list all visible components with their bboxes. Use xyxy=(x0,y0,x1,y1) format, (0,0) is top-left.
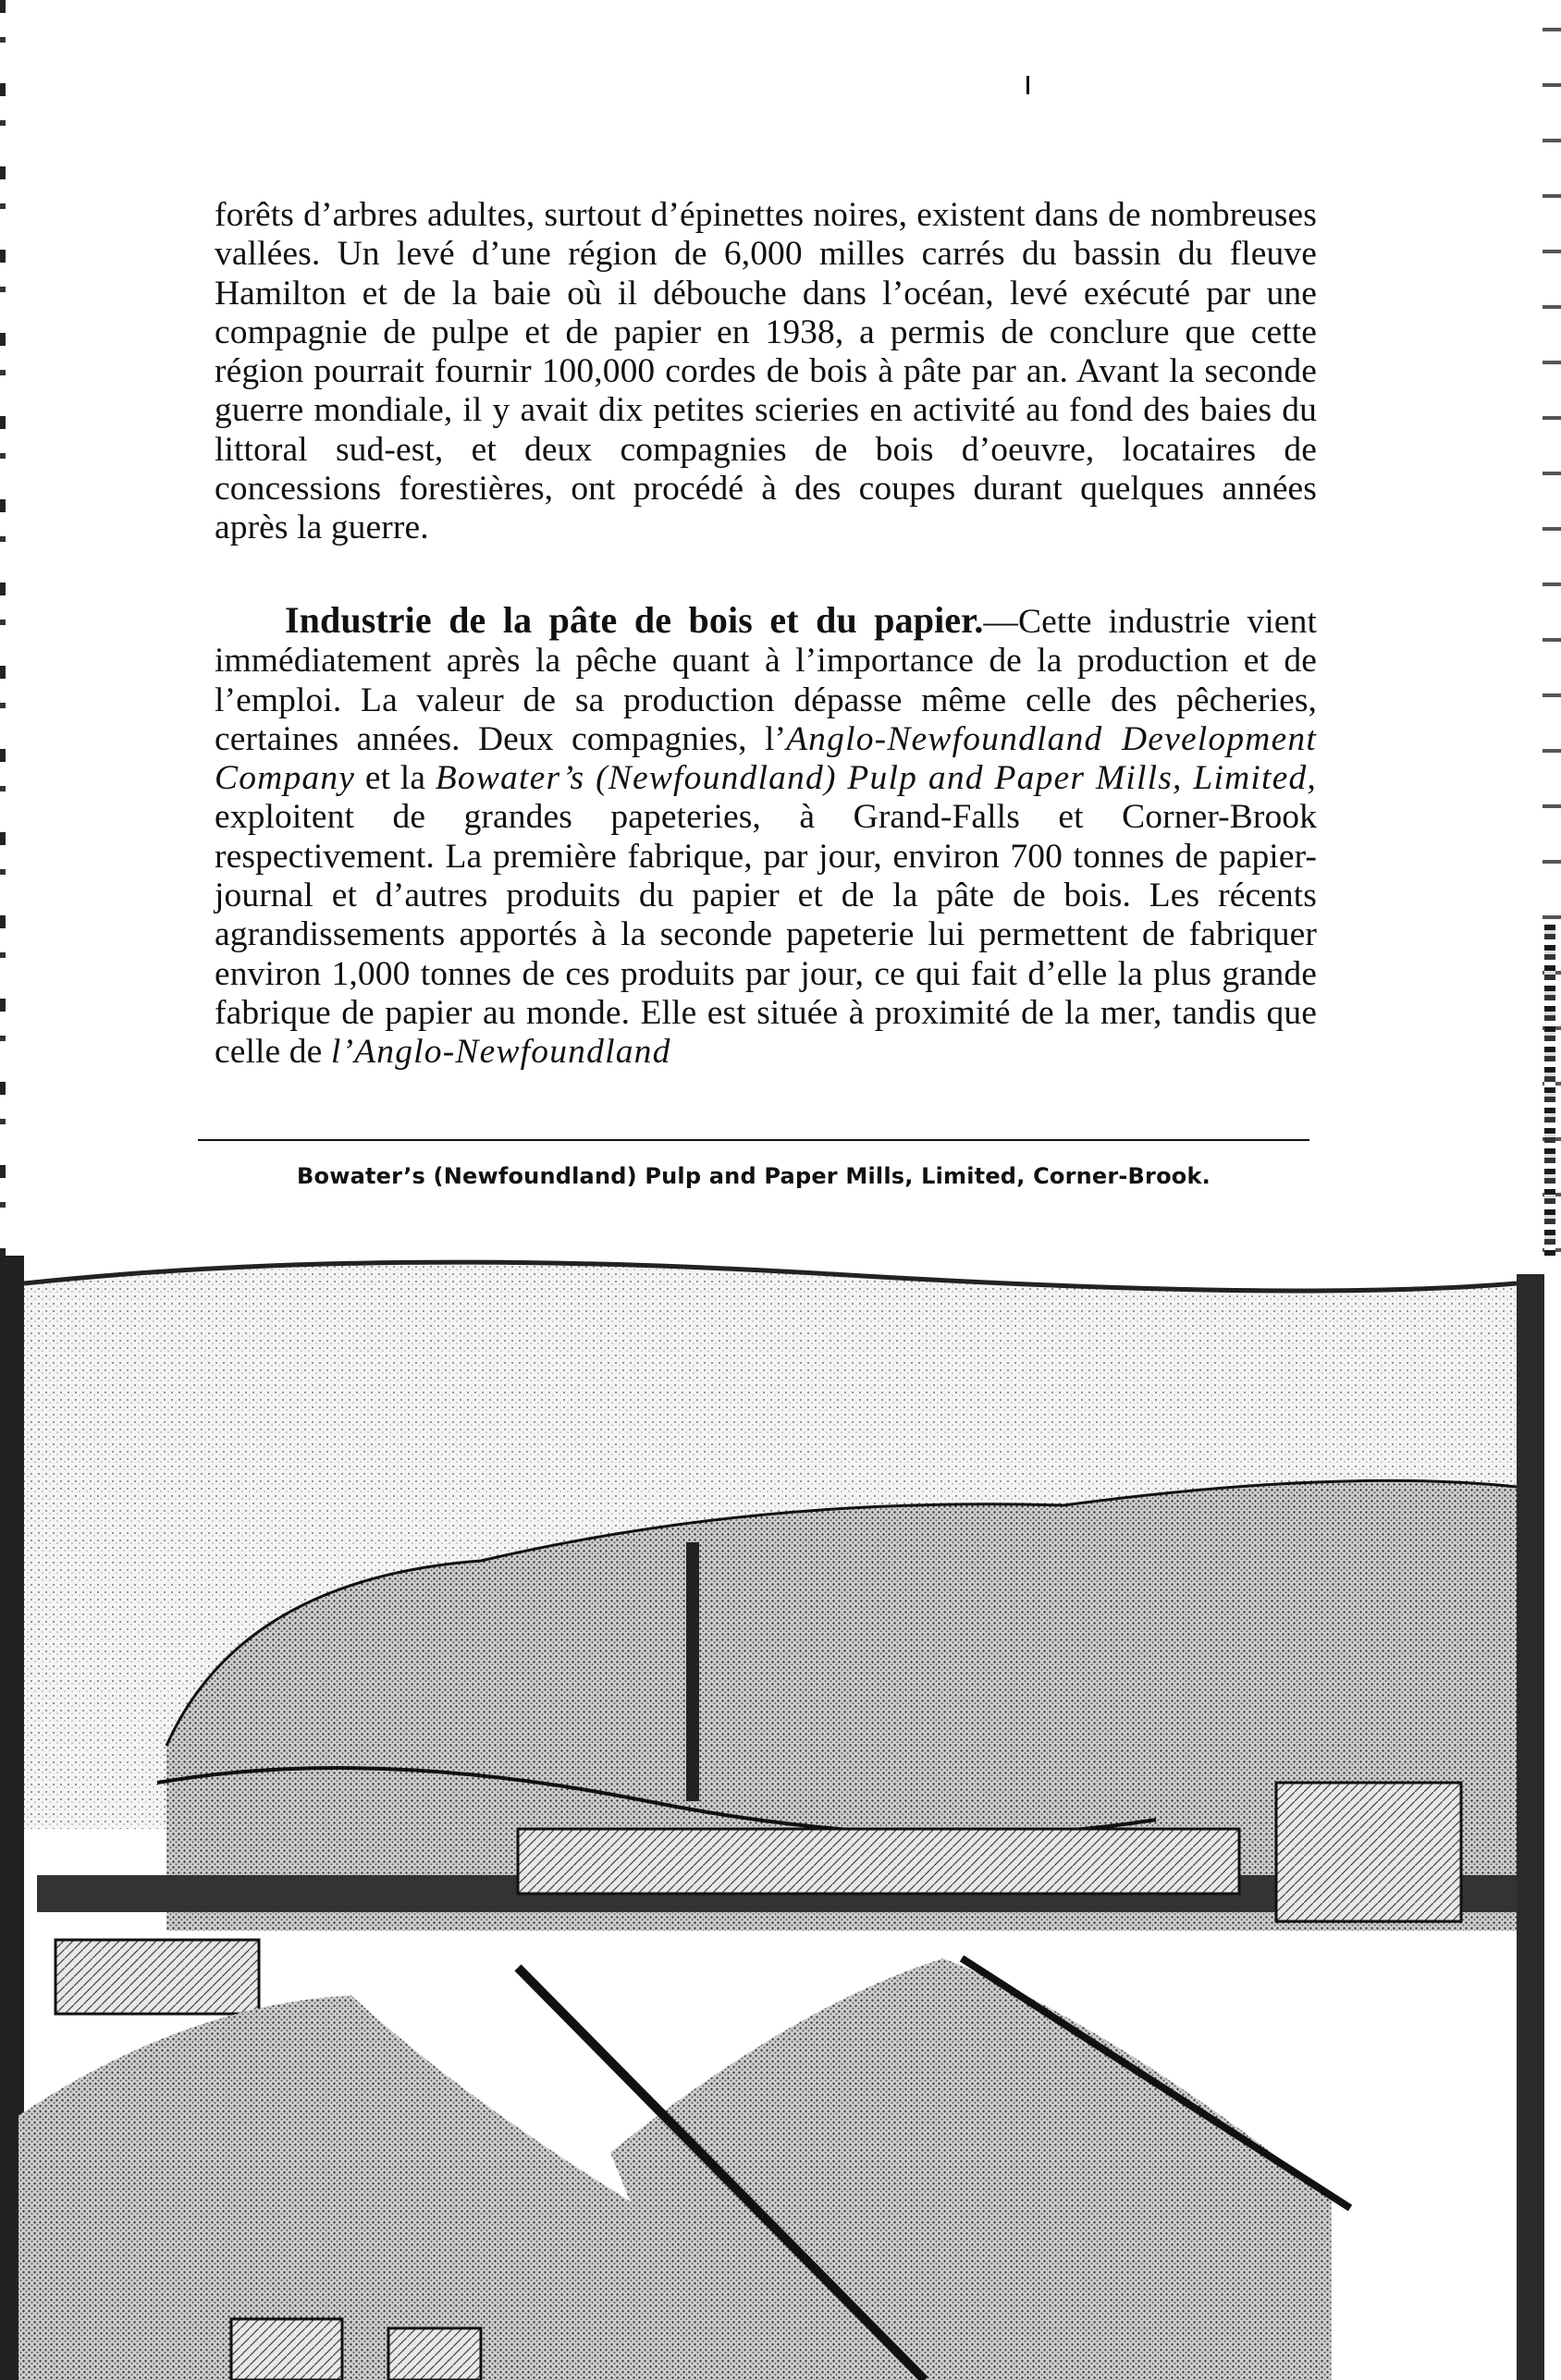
section-heading: Industrie de la pâte de bois et du papier. xyxy=(285,599,984,641)
photo-caption: Bowater’s (Newfoundland) Pulp and Paper Mills, Limited, Corner-Brook. xyxy=(297,1163,1211,1189)
paragraph-pulp-paper xyxy=(215,601,1317,1073)
company-anglo-newfoundland: Anglo-Newfoundland Development Company xyxy=(215,719,1317,798)
paragraph-text-c: exploitent de grandes papeteries, à Grand-Falls et Corner-Brook respectivement. La première fabrique, par jour, environ 700 tonnes de papier-journal et d’autres produits du papier et de la pâte de bois. Les récents agrandissements apportés à la seconde papeterie lui permettent de fabriquer environ 1,000 tonnes de ces produits par jour, ce qui fait d’elle la plus grande fabrique de papier au monde. Elle est située à proximité de la mer, tandis que celle de xyxy=(215,798,1317,1072)
paragraph-text-b: et la xyxy=(355,759,436,798)
paragraph-text-a: —Cette industrie vient immédiatement après la pêche quant à l’importance de la production et de l’emploi. La valeur de sa production dépasse même celle des pêcheries, certaines années. Deux compagnies, l’ xyxy=(215,603,1317,758)
company-bowaters: Bowater’s (Newfoundland) Pulp and Paper Mills, Limited, xyxy=(435,759,1317,798)
company-anglo-newfoundland-end: l’Anglo-Newfoundland xyxy=(330,1033,671,1072)
paragraph-forests: forêts d’arbres adultes, surtout d’épinettes noires, existent dans de nombreuses vallées. Un levé d’une région de 6,000 milles carrés du bassin du fleuve Hamilton et de la baie où il débouche dans l’océan, levé exécuté par une compagnie de pulpe et de papier en 1938, a permis de conclure que cette région pourrait fournir 100,000 cordes de bois à pâte par an. Avant la seconde guerre mondiale, il y avait dix petites scieries en activité au fond des baies du littoral sud-est, et deux compagnies de bois d’oeuvre, locataires de concessions forestières, ont procédé à des coupes durant quelques années après la guerre. xyxy=(215,196,1317,547)
page-mark xyxy=(1026,76,1029,94)
mill-photograph xyxy=(0,1228,1561,2380)
caption-rule xyxy=(198,1139,1309,1141)
